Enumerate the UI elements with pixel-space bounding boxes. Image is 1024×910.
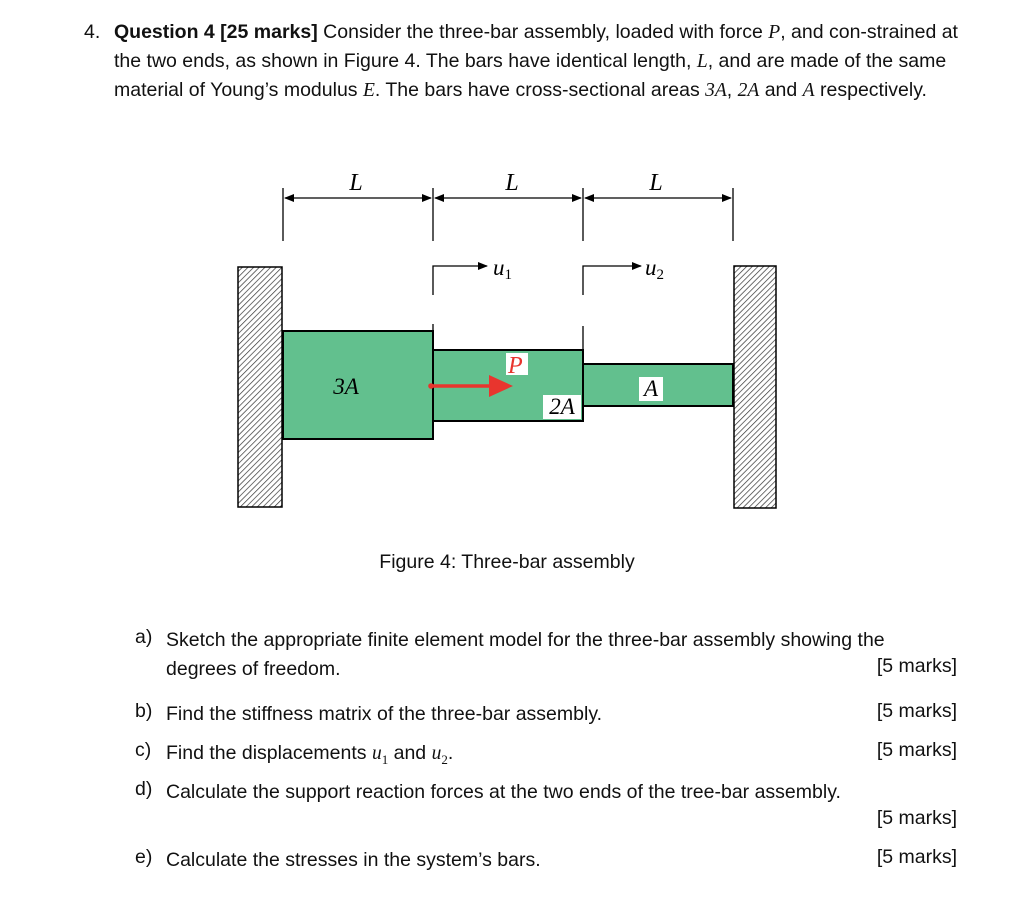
u2-arrow xyxy=(583,266,641,295)
part-c-u2: u xyxy=(431,743,442,764)
part-c-u1-sub: 1 xyxy=(381,751,389,767)
part-label: d) xyxy=(135,778,153,800)
part-c-u1: u xyxy=(371,743,382,764)
area-a: A xyxy=(802,80,815,101)
part-c-u2-sub: 2 xyxy=(441,751,448,767)
part-label: a) xyxy=(135,626,153,648)
figure-caption: Figure 4: Three-bar assembly xyxy=(379,551,635,573)
left-wall xyxy=(238,267,282,507)
part-marks: [5 marks] xyxy=(876,846,957,868)
question-text-7: respectively. xyxy=(814,79,927,101)
part-label: c) xyxy=(135,739,152,761)
part-e xyxy=(135,846,957,880)
question-title: Question 4 [25 marks] xyxy=(114,21,318,43)
symbol-e: E xyxy=(362,80,375,101)
u1-label: u1 xyxy=(493,255,512,283)
question-text-5: , xyxy=(726,79,738,101)
part-text: Find the stiffness matrix of the three-bar assembly. xyxy=(166,703,603,725)
part-text: Calculate the support reaction forces at the two ends of the tree-bar assembly. xyxy=(166,781,841,803)
part-label: b) xyxy=(135,700,153,722)
question-parts xyxy=(135,626,957,880)
part-c-text-post: . xyxy=(447,742,454,764)
part-c-text-mid: and xyxy=(388,742,432,764)
u1-arrow xyxy=(433,266,487,295)
dimension-label-3: L xyxy=(649,170,663,196)
question-text xyxy=(114,18,964,105)
question-text-2: , and con-strained at the two ends, as shown in Figure 4. The bars have identical length, xyxy=(114,21,958,72)
symbol-p: P xyxy=(768,22,781,43)
question-text-6: and xyxy=(759,79,803,101)
dimension-label-1: L xyxy=(349,170,363,196)
area-3a: 3A xyxy=(705,80,727,101)
part-text: Sketch the appropriate finite element model for the three-bar assembly showing the degrees of freedom. xyxy=(166,629,885,680)
part-b xyxy=(135,700,957,739)
part-marks: [5 marks] xyxy=(876,739,957,761)
bar-3a-label: 3A xyxy=(333,374,359,399)
part-text xyxy=(166,739,957,774)
force-origin-dot xyxy=(428,383,434,389)
question-text-3: , and are made of the same material of Young’s modulus xyxy=(114,50,947,101)
question-block xyxy=(84,18,964,105)
part-c xyxy=(135,739,957,778)
bar-a-label: A xyxy=(643,376,659,401)
u2-label: u2 xyxy=(645,255,664,283)
force-label: P xyxy=(508,353,523,379)
part-text: Calculate the stresses in the system’s bars. xyxy=(166,849,541,871)
part-d xyxy=(135,778,957,846)
question-number: 4. xyxy=(84,21,101,43)
three-bar-figure xyxy=(230,170,790,530)
question-text-4: . The bars have cross-sectional areas xyxy=(374,79,706,101)
part-a xyxy=(135,626,957,700)
part-marks: [5 marks] xyxy=(876,655,957,677)
question-text-1: Consider the three-bar assembly, loaded with force xyxy=(317,21,769,43)
part-label: e) xyxy=(135,846,153,868)
right-wall xyxy=(734,266,776,508)
area-2a: 2A xyxy=(737,80,760,101)
part-marks: [5 marks] xyxy=(876,807,957,829)
part-marks: [5 marks] xyxy=(876,700,957,722)
symbol-l: L xyxy=(696,51,708,72)
part-c-text-pre: Find the displacements xyxy=(166,742,372,764)
dimension-label-2: L xyxy=(505,170,519,196)
bar-2a-label: 2A xyxy=(549,394,575,419)
